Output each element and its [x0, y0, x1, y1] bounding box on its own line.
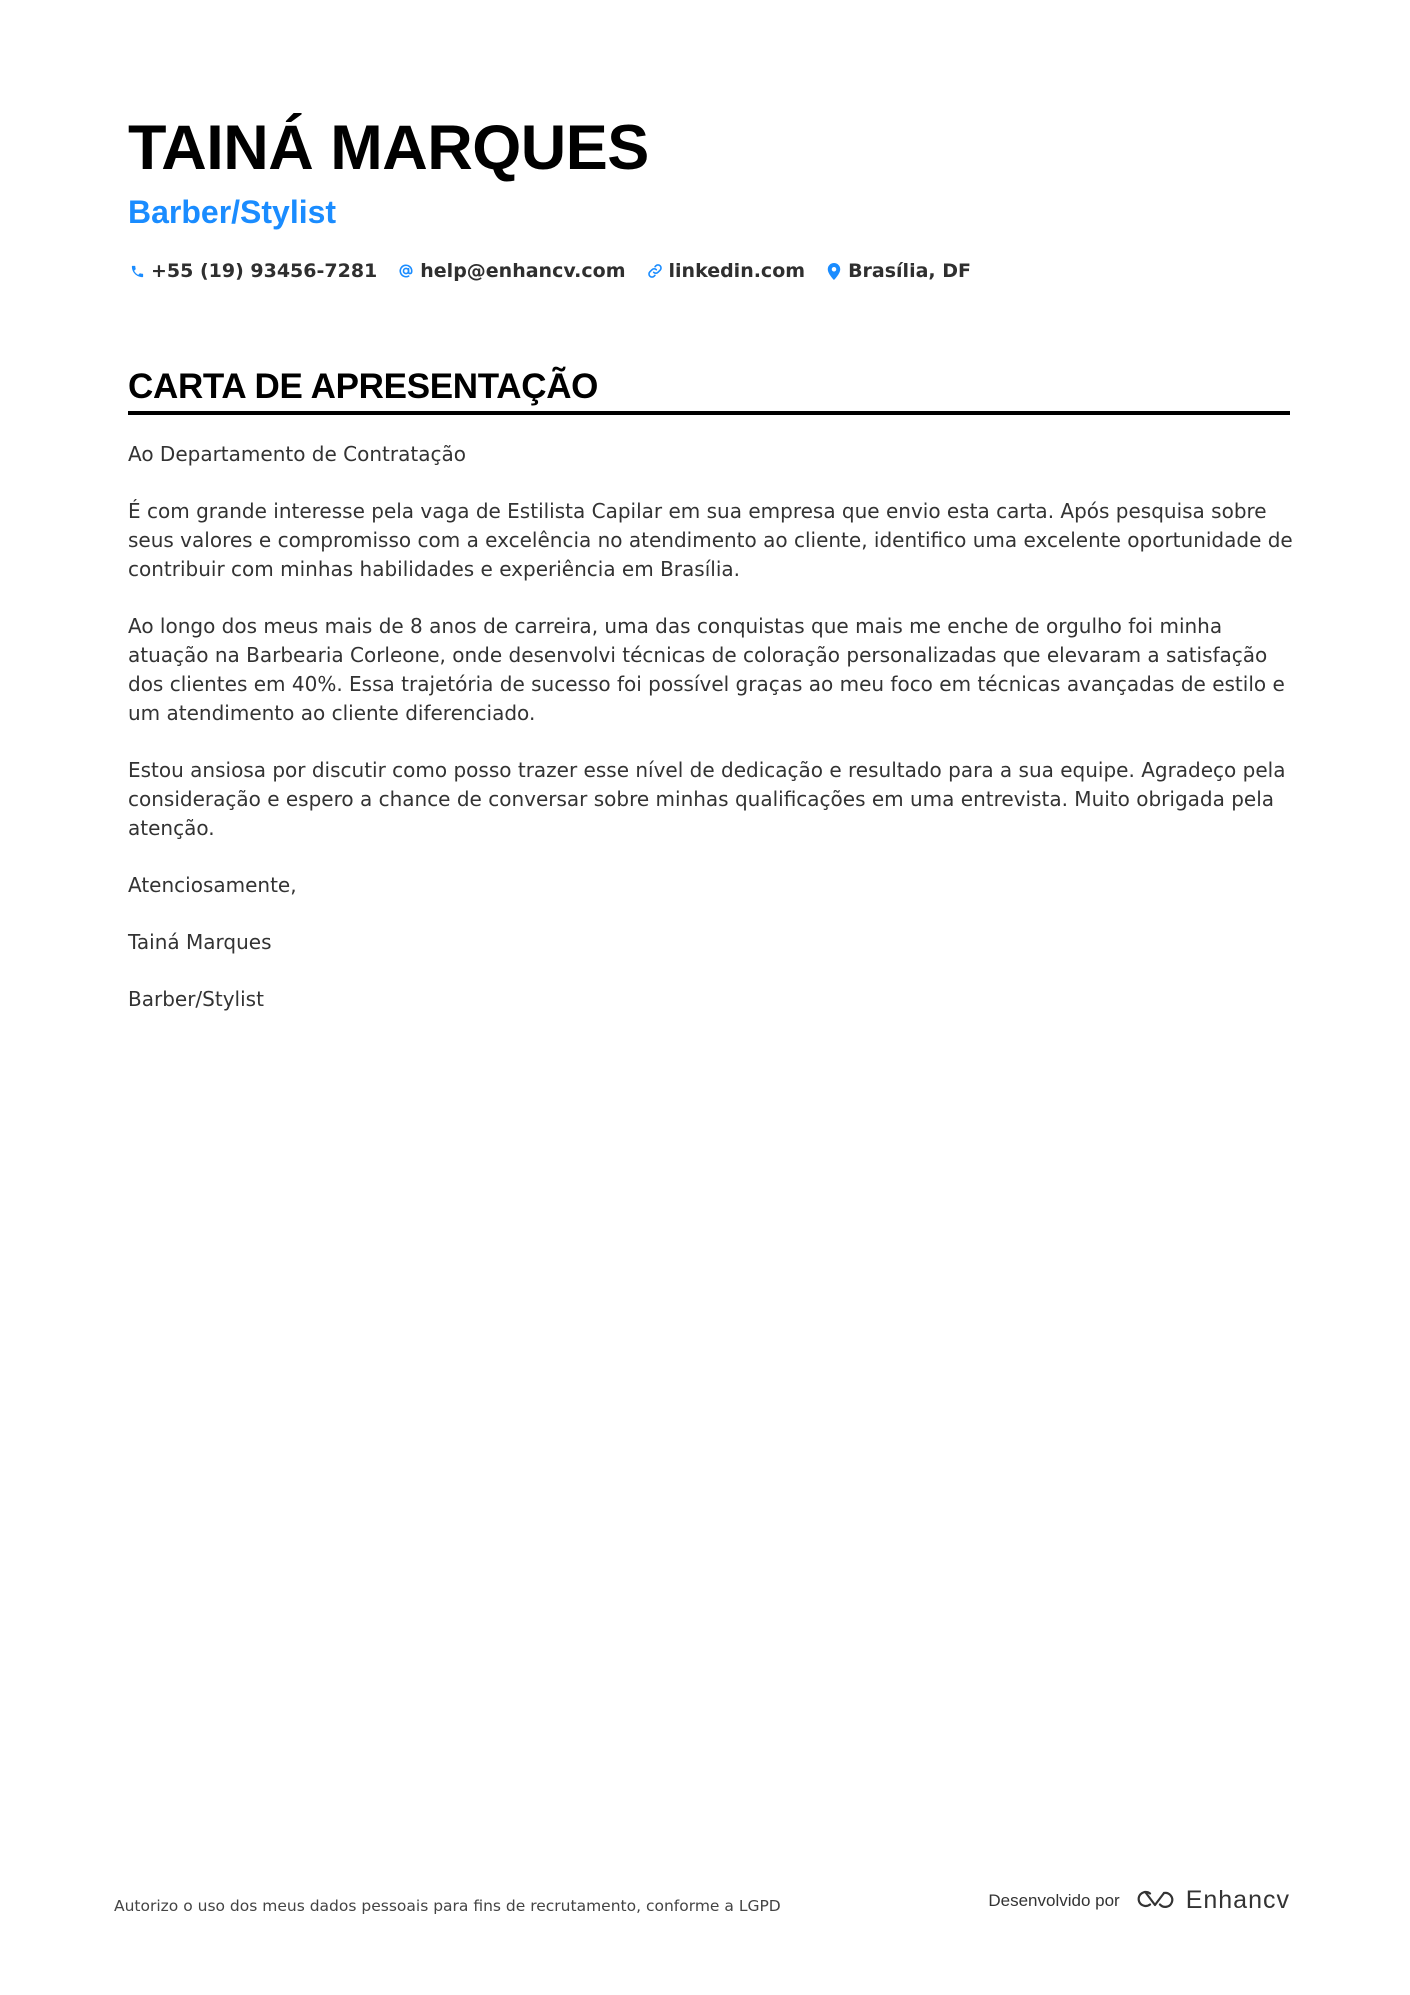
- letter-paragraph: Estou ansiosa por discutir como posso trazer esse nível de dedicação e resultado para a sua equipe. Agradeço pela consideração e espero a chance de conversar sobre minhas qualificações em uma entrevista. Muito obrigada pela atenção.: [128, 758, 1286, 840]
- letter-body: [128, 440, 1298, 1042]
- powered-by[interactable]: [988, 1886, 1290, 1915]
- contact-phone-text: +55 (19) 93456-7281: [151, 260, 378, 282]
- contact-linkedin-text: linkedin.com: [668, 260, 806, 282]
- contact-email-text: help@enhancv.com: [420, 260, 626, 282]
- signature-role: Barber/Stylist: [128, 987, 264, 1011]
- link-icon: [646, 262, 664, 280]
- letter-paragraph: É com grande interesse pela vaga de Estilista Capilar em sua empresa que envio esta carta. Após pesquisa sobre seus valores e compromisso com a excelência no atendimento ao cliente, identifico uma excelente oportunidade de contribuir com minhas habilidades e experiência em Brasília.: [128, 499, 1293, 581]
- contact-location: [825, 260, 971, 282]
- enhancv-wordmark: Enhancv: [1185, 1886, 1290, 1914]
- contact-bar: [128, 260, 1288, 282]
- contact-email[interactable]: [397, 260, 625, 282]
- enhancv-logo-icon: [1132, 1887, 1178, 1915]
- contact-linkedin[interactable]: [646, 260, 806, 282]
- contact-phone[interactable]: [128, 260, 377, 282]
- at-icon: [397, 262, 415, 280]
- candidate-role: Barber/Stylist: [128, 194, 337, 230]
- contact-location-text: Brasília, DF: [848, 260, 971, 282]
- letter-greeting: Ao Departamento de Contratação: [128, 442, 466, 466]
- section-title: CARTA DE APRESENTAÇÃO: [128, 365, 1290, 415]
- phone-icon: [128, 262, 146, 280]
- header: [128, 110, 1288, 282]
- powered-by-label: Desenvolvido por: [988, 1890, 1120, 1910]
- signature-name: Tainá Marques: [128, 930, 272, 954]
- candidate-name: TAINÁ MARQUES: [128, 113, 649, 183]
- consent-note: Autorizo o uso dos meus dados pessoais para fins de recrutamento, conforme a LGPD: [114, 1897, 781, 1915]
- location-icon: [825, 262, 843, 280]
- letter-closing: Atenciosamente,: [128, 873, 297, 897]
- letter-paragraph: Ao longo dos meus mais de 8 anos de carreira, uma das conquistas que mais me enche de orgulho foi minha atuação na Barbearia Corleone, onde desenvolvi técnicas de coloração personalizadas que elevaram a satisfação dos clientes em 40%. Essa trajetória de sucesso foi possível graças ao meu foco em técnicas avançadas de estilo e um atendimento ao cliente diferenciado.: [128, 614, 1285, 725]
